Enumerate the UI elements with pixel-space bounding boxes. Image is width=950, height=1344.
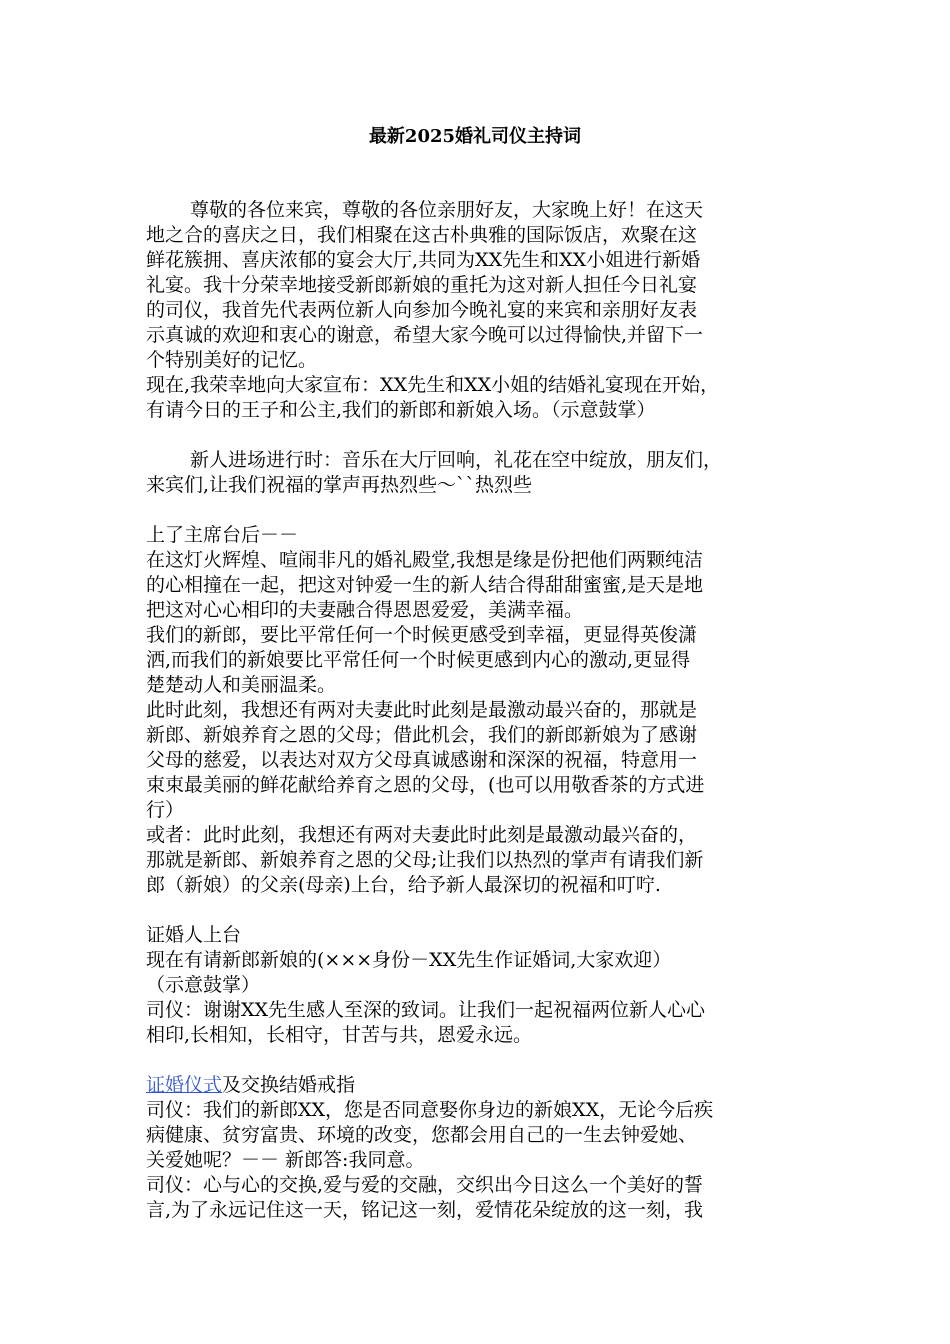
paragraph-line: 现在有请新郎新娘的(×××身份－XX先生作证婚词,大家欢迎） [146, 949, 672, 971]
paragraph-line: 鲜花簇拥、喜庆浓郁的宴会大厅,共同为XX先生和XX小姐进行新婚 [146, 249, 701, 271]
paragraph-line: 父母的慈爱，以表达对双方父母真诚感谢和深深的祝福，特意用一 [146, 749, 698, 771]
paragraph-line: 新郎、新娘养育之恩的父母；借此机会，我们的新郎新娘为了感谢 [146, 724, 698, 746]
paragraph-line: 地之合的喜庆之日，我们相聚在这古朴典雅的国际饭店，欢聚在这 [146, 224, 698, 246]
section-heading: 证婚人上台 [146, 924, 242, 946]
paragraph-line: 司仪：我们的新郎XX，您是否同意娶你身边的新娘XX，无论今后疾 [146, 1099, 714, 1121]
paragraph-line: 行） [146, 799, 185, 821]
paragraph-line: 司仪：谢谢XX先生感人至深的致词。让我们一起祝福两位新人心心 [146, 999, 706, 1021]
paragraph-line: 楚楚动人和美丽温柔。 [146, 674, 337, 696]
paragraph-line: （示意鼓掌） [146, 974, 261, 996]
paragraph-line: 在这灯火辉煌、喧闹非凡的婚礼殿堂,我想是缘是份把他们两颗纯洁 [146, 549, 704, 571]
section-heading: 上了主席台后－－ [146, 524, 299, 546]
paragraph-line: 言,为了永远记住这一天，铭记这一刻，爱情花朵绽放的这一刻，我 [146, 1199, 704, 1221]
paragraph-line: 尊敬的各位来宾，尊敬的各位亲朋好友，大家晚上好！在这天 [190, 199, 704, 221]
paragraph-line: 礼宴。我十分荣幸地接受新郎新娘的重托为这对新人担任今日礼宴 [146, 274, 698, 296]
blank-line [146, 898, 812, 923]
paragraph-line: 束束最美丽的鲜花献给养育之恩的父母，(也可以用敬香茶的方式进 [146, 774, 705, 796]
blank-line [146, 498, 812, 523]
blank-line [146, 423, 812, 448]
paragraph-line: 或者：此时此刻，我想还有两对夫妻此时此刻是最激动最兴奋的， [146, 824, 698, 846]
paragraph-line: 我们的新郎，要比平常任何一个时候更感受到幸福，更显得英俊潇 [146, 624, 698, 646]
paragraph-line: 那就是新郎、新娘养育之恩的父母;让我们以热烈的掌声有请我们新 [146, 849, 704, 871]
blank-line [146, 1048, 812, 1073]
paragraph-line: 洒,而我们的新娘要比平常任何一个时候更感到内心的激动,更显得 [146, 649, 691, 671]
paragraph-line: 司仪：心与心的交换,爱与爱的交融，交织出今日这么一个美好的誓 [146, 1174, 704, 1196]
section-heading-rest: 及交换结婚戒指 [222, 1074, 356, 1096]
paragraph-line: 病健康、贫穷富贵、环境的改变，您都会用自己的一生去钟爱她、 [146, 1124, 698, 1146]
paragraph-line: 来宾们,让我们祝福的掌声再热烈些～``热烈些 [146, 474, 533, 496]
paragraph-line: 现在,我荣幸地向大家宣布：XX先生和XX小姐的结婚礼宴现在开始， [146, 374, 720, 396]
paragraph-line: 个特别美好的记忆。 [146, 349, 318, 371]
paragraph-line: 新人进场进行时：音乐在大厅回响，礼花在空中绽放，朋友们， [190, 449, 723, 471]
paragraph-line: 示真诚的欢迎和衷心的谢意，希望大家今晚可以过得愉快,并留下一 [146, 324, 704, 346]
paragraph-line: 把这对心心相印的夫妻融合得恩恩爱爱，美满幸福。 [146, 599, 584, 621]
document-body [146, 198, 812, 1223]
paragraph-line: 有请今日的王子和公主,我们的新郎和新娘入场。（示意鼓掌） [146, 399, 656, 421]
paragraph-line: 郎（新娘）的父亲(母亲)上台，给予新人最深切的祝福和叮咛. [146, 874, 661, 896]
paragraph-line: 的司仪，我首先代表两位新人向参加今晚礼宴的来宾和亲朋好友表 [146, 299, 698, 321]
paragraph-line: 相印,长相知，长相守，甘苦与共，恩爱永远。 [146, 1024, 533, 1046]
document-title: 最新2025婚礼司仪主持词 [368, 126, 582, 147]
paragraph-line: 此时此刻，我想还有两对夫妻此时此刻是最激动最兴奋的，那就是 [146, 699, 698, 721]
section-heading-with-link [146, 1073, 812, 1098]
paragraph-line: 的心相撞在一起，把这对钟爱一生的新人结合得甜甜蜜蜜,是天是地 [146, 574, 704, 596]
wedding-ceremony-link[interactable]: 证婚仪式 [146, 1074, 223, 1096]
paragraph-line: 关爱她呢？－－ 新郎答:我同意。 [146, 1149, 425, 1171]
